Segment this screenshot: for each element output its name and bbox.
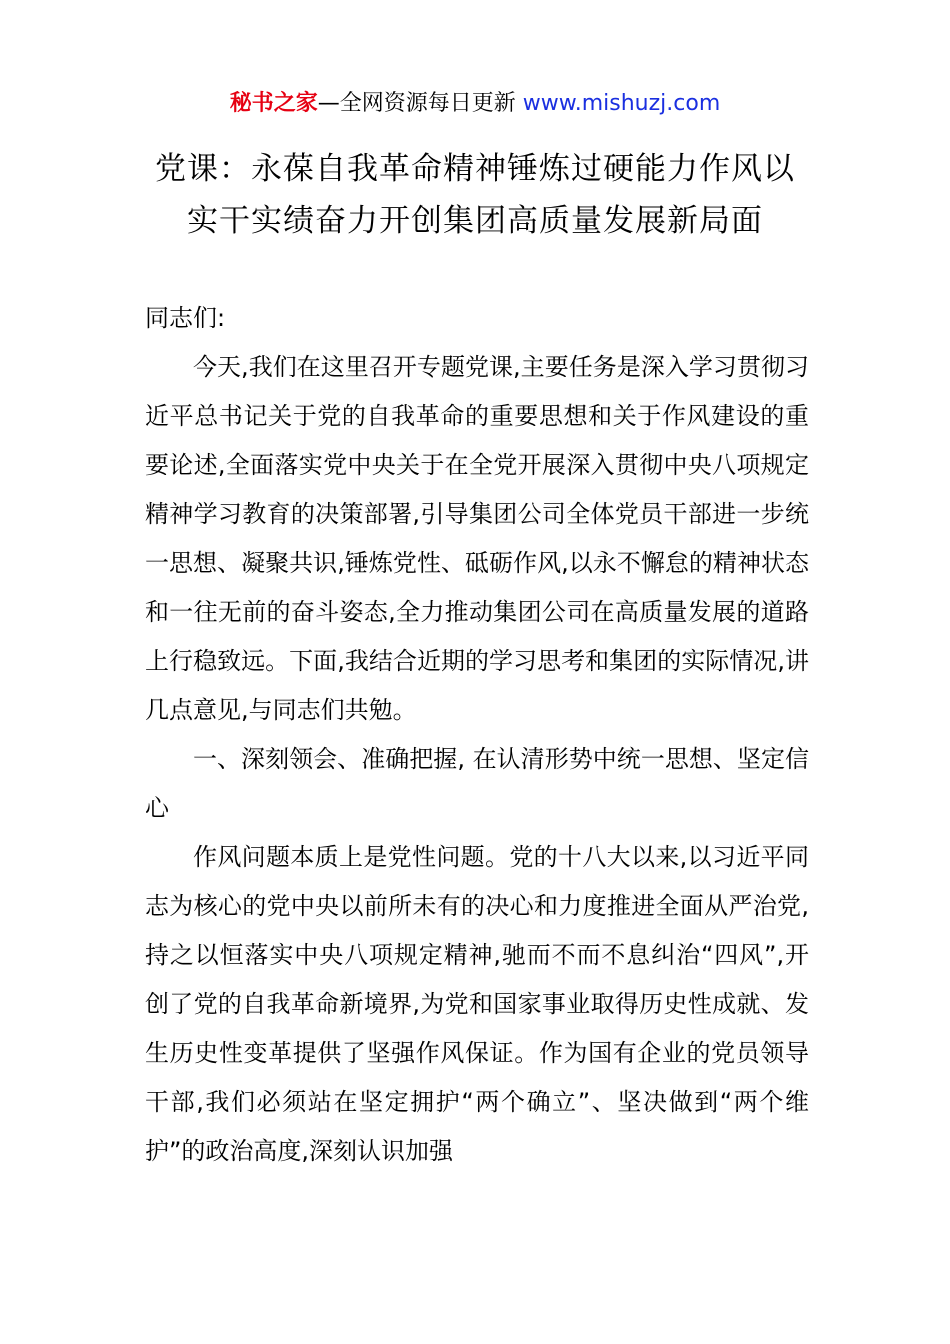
- brand-name: 秘书之家: [229, 91, 318, 116]
- site-header: [0, 86, 950, 122]
- paragraph-section-1: 作风问题本质上是党性问题。党的十八大以来,以习近平同志为核心的党中央以前所未有的决心和力度推进全面从严治党,持之以恒落实中央八项规定精神,驰而不而不息纠治“四风”,开创了党的自我革命新境界,为党和国家事业取得历史性成就、发生历史性变革提供了坚强作风保证。作为国有企业的党员领导干部,我们必须站在坚定拥护“两个确立”、坚决做到“两个维护”的政治高度,深刻认识加强: [145, 843, 809, 1165]
- title-line-1: 党课：永葆自我革命精神锤炼过硬能力作风以: [155, 151, 795, 187]
- title-line-2: 实干实绩奋力开创集团高质量发展新局面: [187, 203, 763, 239]
- document-body: [145, 294, 809, 1176]
- document-title: [60, 143, 890, 247]
- paragraph-intro: 今天,我们在这里召开专题党课,主要任务是深入学习贯彻习近平总书记关于党的自我革命的重要思想和关于作风建设的重要论述,全面落实党中央关于在全党开展深入贯彻中央八项规定精神学习教育的决策部署,引导集团公司全体党员干部进一步统一思想、凝聚共识,锤炼党性、砥砺作风,以永不懈怠的精神状态和一往无前的奋斗姿态,全力推动集团公司在高质量发展的道路上行稳致远。下面,我结合近期的学习思考和集团的实际情况,讲几点意见,与同志们共勉。: [145, 353, 809, 724]
- salutation: 同志们:: [145, 304, 226, 332]
- section-heading-1: 一、深刻领会、准确把握, 在认清形势中统一思想、坚定信心: [145, 745, 809, 822]
- site-tagline: —全网资源每日更新: [317, 91, 523, 116]
- site-url-link[interactable]: www.mishuzj.com: [522, 91, 721, 116]
